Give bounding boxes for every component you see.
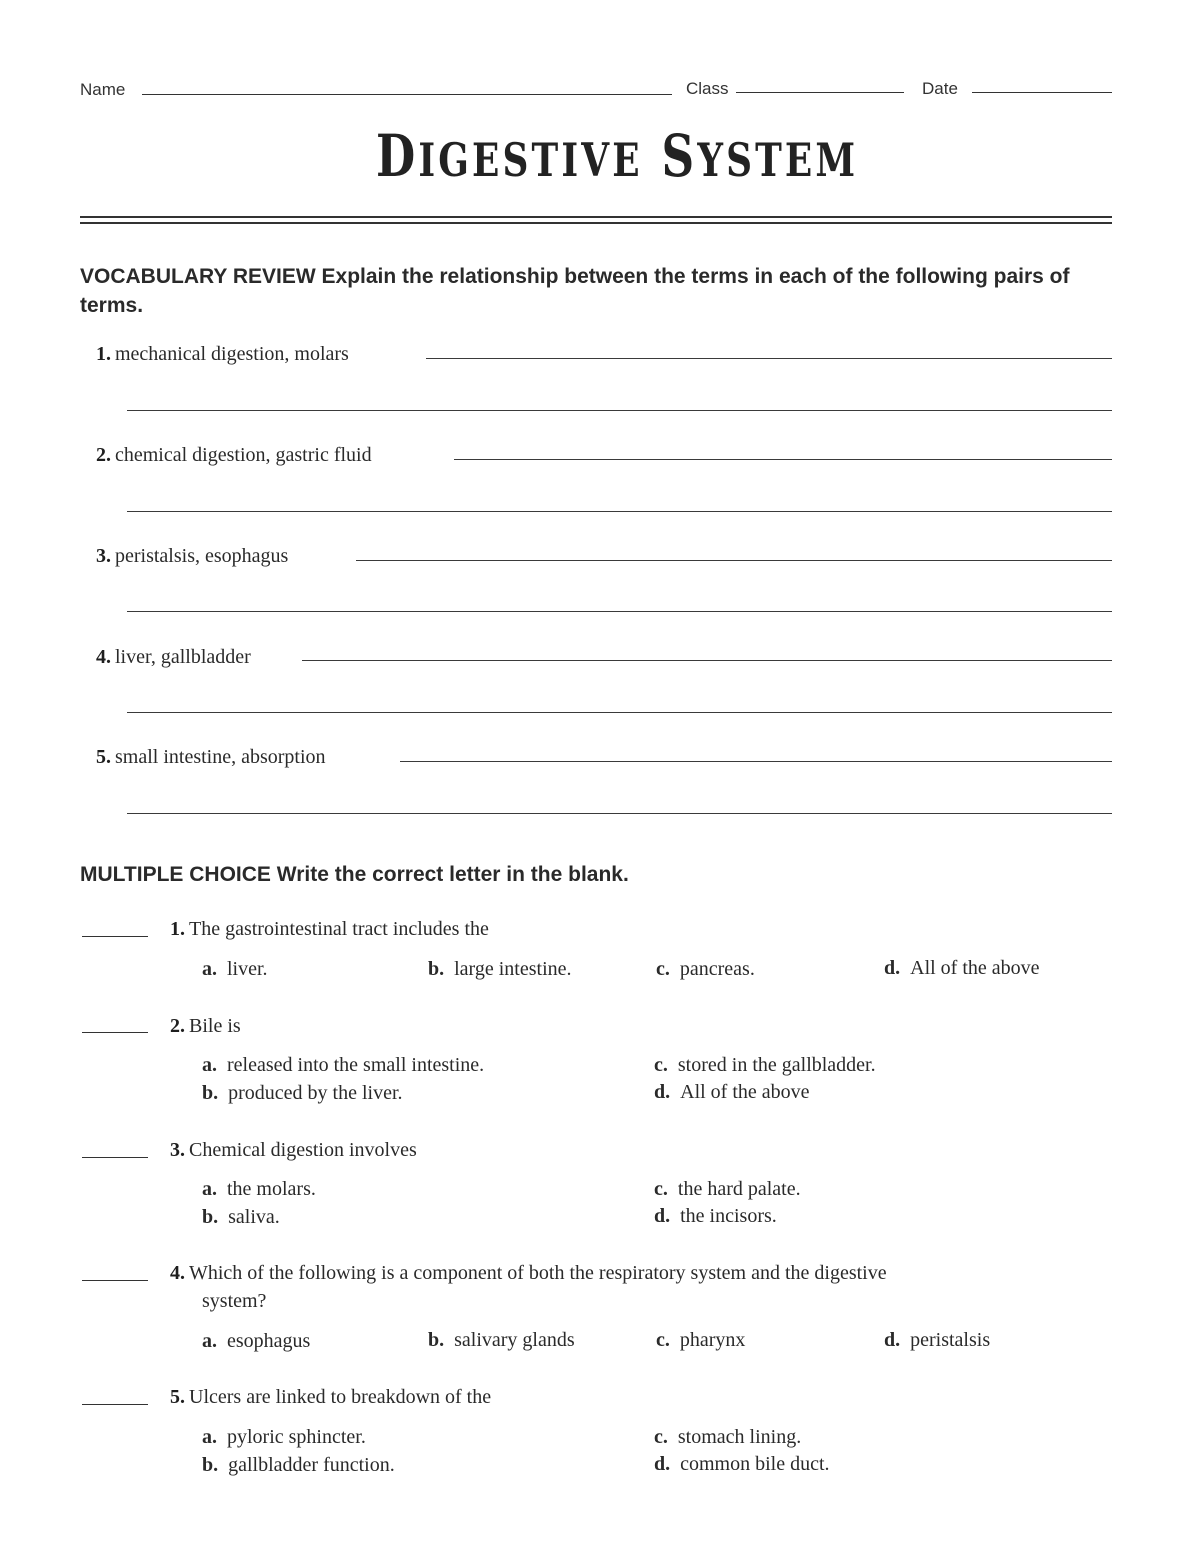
mc-question-4-continued: system? [202,1290,267,1312]
mc-question-4: 4. Which of the following is a component of both the respiratory system and the digestive [170,1262,887,1284]
title-rule-bottom [80,222,1112,224]
mc-q2-option-d: d. All of the above [654,1081,810,1103]
mc-q4-option-a: a. esophagus [202,1330,311,1352]
vocab-item-4: 4. liver, gallbladder [96,646,251,668]
page-title: DIGESTIVE SYSTEM [376,122,859,190]
mc-q4-option-b: b. salivary glands [428,1329,575,1351]
class-label: Class [686,79,729,98]
mc-q2-option-a: a. released into the small intestine. [202,1054,485,1076]
vocab-answer-5b[interactable] [127,813,1112,814]
date-label: Date [922,79,958,98]
mc-heading: MULTIPLE CHOICE Write the correct letter in the blank. [80,863,629,886]
mc-answer-blank-2[interactable] [82,1032,148,1033]
vocab-answer-3a[interactable] [356,560,1112,561]
mc-q5-option-a: a. pyloric sphincter. [202,1426,366,1448]
vocab-answer-2a[interactable] [454,459,1112,460]
vocab-item-2: 2. chemical digestion, gastric fluid [96,444,372,466]
name-label: Name [80,80,126,99]
mc-question-5: 5. Ulcers are linked to breakdown of the [170,1386,492,1408]
mc-q3-option-d: d. the incisors. [654,1205,777,1227]
mc-q1-option-a: a. liver. [202,958,268,980]
vocab-answer-4a[interactable] [302,660,1112,661]
vocab-heading: VOCABULARY REVIEW Explain the relationship between the terms in each of the following pairs of terms. [80,265,1070,317]
mc-q3-option-a: a. the molars. [202,1178,316,1200]
mc-q2-option-c: c. stored in the gallbladder. [654,1054,876,1076]
mc-q5-option-c: c. stomach lining. [654,1426,802,1448]
date-field[interactable] [972,92,1112,93]
vocab-item-3: 3. peristalsis, esophagus [96,545,289,567]
mc-q1-option-b: b. large intestine. [428,958,572,980]
vocab-answer-3b[interactable] [127,611,1112,612]
mc-q4-option-d: d. peristalsis [884,1329,991,1351]
class-field[interactable] [736,92,904,93]
mc-question-2: 2. Bile is [170,1015,241,1037]
mc-answer-blank-3[interactable] [82,1157,148,1158]
title-rule-top [80,216,1112,218]
mc-q5-option-d: d. common bile duct. [654,1453,830,1475]
vocab-answer-4b[interactable] [127,712,1112,713]
mc-q5-option-b: b. gallbladder function. [202,1454,395,1476]
vocab-answer-5a[interactable] [400,761,1112,762]
vocab-answer-1b[interactable] [127,410,1112,411]
vocab-item-1: 1. mechanical digestion, molars [96,343,349,365]
mc-q3-option-b: b. saliva. [202,1206,280,1228]
name-field[interactable] [142,94,672,95]
mc-q1-option-c: c. pancreas. [656,958,755,980]
mc-answer-blank-5[interactable] [82,1404,148,1405]
mc-q2-option-b: b. produced by the liver. [202,1082,403,1104]
mc-question-3: 3. Chemical digestion involves [170,1139,417,1161]
mc-answer-blank-4[interactable] [82,1280,148,1281]
mc-answer-blank-1[interactable] [82,936,148,937]
mc-q3-option-c: c. the hard palate. [654,1178,801,1200]
vocab-answer-2b[interactable] [127,511,1112,512]
vocab-item-5: 5. small intestine, absorption [96,746,326,768]
mc-question-1: 1. The gastrointestinal tract includes the [170,918,489,940]
mc-q4-option-c: c. pharynx [656,1329,746,1351]
mc-q1-option-d: d. All of the above [884,957,1040,979]
vocab-answer-1a[interactable] [426,358,1112,359]
